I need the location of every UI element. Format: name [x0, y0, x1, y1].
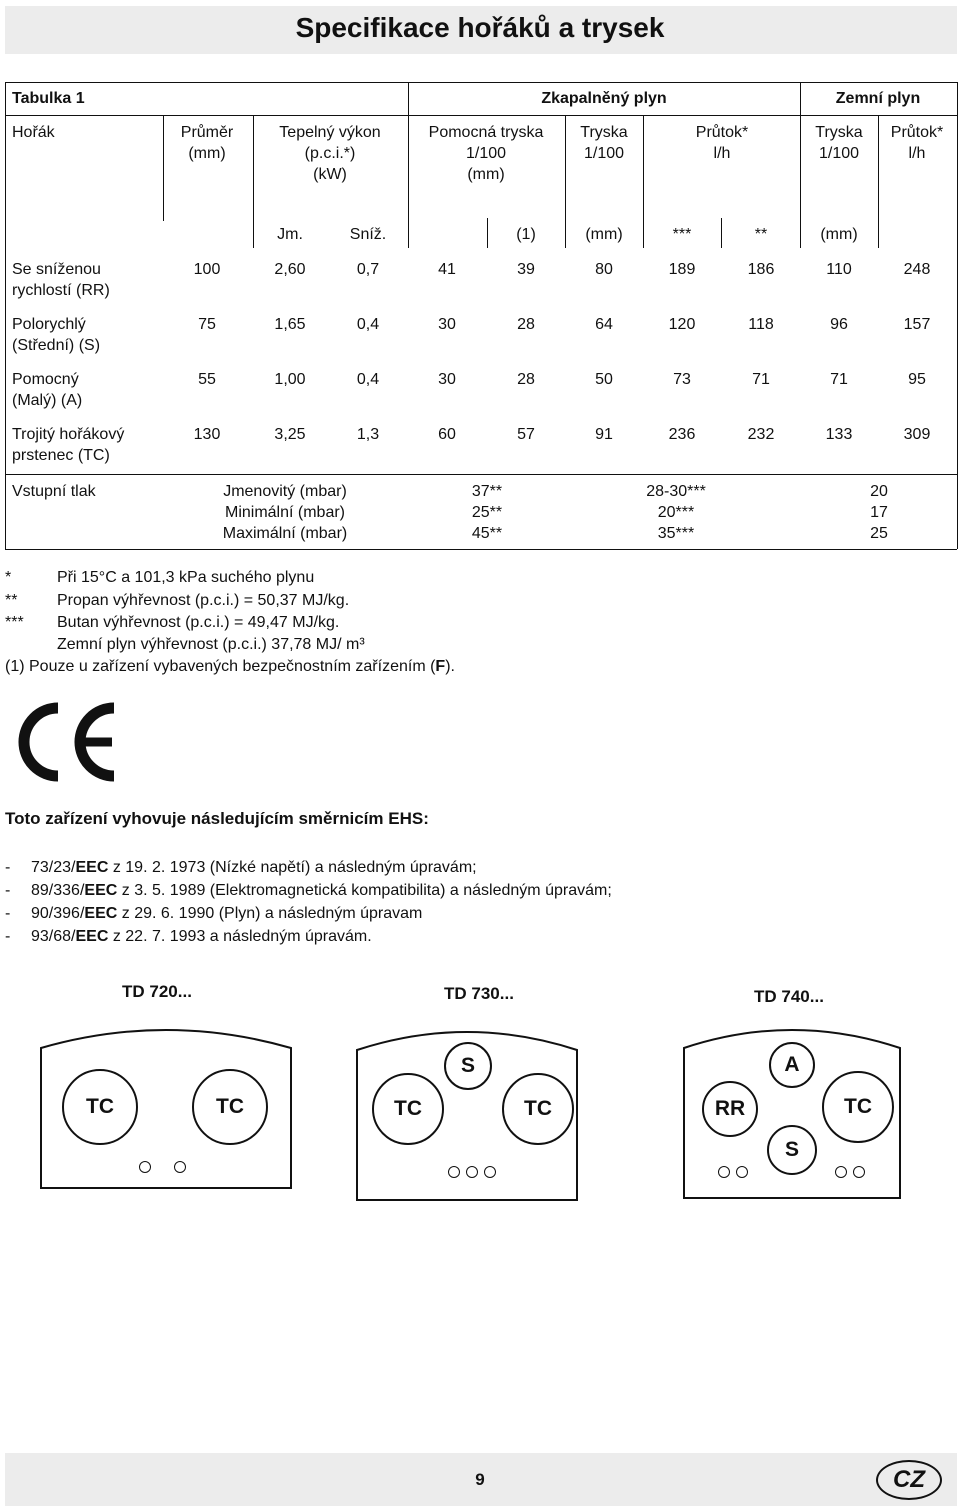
footnote-mark: *	[5, 569, 12, 586]
table-cell: 71	[752, 371, 770, 388]
table-cell: 57	[517, 426, 535, 443]
pressure-value: 25**	[471, 504, 503, 521]
header-flow-ng	[891, 122, 943, 164]
pressure-butane	[472, 481, 502, 544]
pressure-value: 35***	[657, 525, 695, 542]
header-text: l/h	[908, 145, 926, 162]
directive-bold: EEC	[84, 905, 118, 922]
table-cell: 130	[193, 426, 221, 443]
control-knob-icon	[853, 1166, 865, 1178]
ce-mark-icon	[8, 702, 120, 787]
table-cell: 71	[830, 371, 848, 388]
directive-bold: EEC	[84, 882, 118, 899]
table-line	[643, 218, 644, 248]
pressure-nominal-label: Jmenovitý (mbar)	[223, 483, 347, 500]
directive-text: 73/23/	[31, 859, 76, 876]
header-text: 1/100	[583, 145, 625, 162]
model-label-td740: TD 740...	[754, 987, 824, 1006]
table-line	[253, 218, 254, 248]
pressure-value: 25	[870, 525, 888, 542]
table-cell: 0,4	[356, 371, 380, 388]
footnote-text: Zemní plyn výhřevnost (p.c.i.) 37,78 MJ/ m³	[57, 636, 365, 653]
header-diameter	[181, 122, 233, 164]
header-bypass	[429, 122, 544, 185]
table-cell: 75	[198, 316, 216, 333]
table-cell: 64	[595, 316, 613, 333]
header-nozzle-ng	[815, 122, 862, 164]
burner-s: S	[767, 1125, 817, 1175]
table-cell: 55	[198, 371, 216, 388]
table-line	[5, 82, 6, 549]
note-text: ).	[445, 658, 455, 675]
table-cell: 236	[668, 426, 696, 443]
directive-text: 89/336/	[31, 882, 85, 899]
table-cell: 1,65	[274, 316, 306, 333]
table-cell: 30	[438, 316, 456, 333]
row-label	[12, 314, 100, 356]
pressure-propane	[646, 481, 706, 544]
pressure-value: 45**	[471, 525, 503, 542]
table-cell: 2,60	[274, 261, 306, 278]
table-cell: 232	[747, 426, 775, 443]
directive-bold: EEC	[75, 928, 109, 945]
table-line	[5, 549, 957, 550]
header-text: 1/100	[818, 145, 860, 162]
header-text: (kW)	[313, 166, 347, 183]
row-label-line: prstenec (TC)	[12, 447, 110, 464]
subheader-butane: ***	[672, 226, 692, 243]
table-line	[565, 218, 566, 248]
header-text: Průtok*	[890, 124, 944, 141]
control-knob-icon	[484, 1166, 496, 1178]
row-label	[12, 369, 82, 411]
subheader-mm-ng: (mm)	[820, 226, 858, 243]
burner-tc: TC	[372, 1073, 444, 1145]
pressure-value: 28-30***	[646, 483, 706, 500]
table-cell: 41	[438, 261, 456, 278]
table-line	[565, 115, 566, 221]
directive-text: z 3. 5. 1989 (Elektromagnetická kompatibilita) a následným úpravám;	[117, 882, 612, 899]
table-cell: 3,25	[274, 426, 306, 443]
table-line	[163, 115, 164, 221]
row-label-line: rychlostí (RR)	[12, 282, 110, 299]
directive-mark: -	[5, 905, 11, 922]
table-line	[800, 82, 801, 115]
table-cell: 73	[673, 371, 691, 388]
table-cell: 95	[908, 371, 926, 388]
header-text: Tryska	[815, 124, 863, 141]
control-knob-icon	[139, 1161, 151, 1173]
burner-a: A	[769, 1042, 815, 1088]
footnote-text: Při 15°C a 101,3 kPa suchého plynu	[57, 569, 315, 586]
table-line	[5, 474, 957, 475]
row-label-line: Trojitý hořákový	[12, 426, 125, 443]
table-cell: 28	[517, 371, 535, 388]
table-cell: 100	[193, 261, 221, 278]
pressure-labels	[223, 481, 347, 544]
table-cell: 186	[747, 261, 775, 278]
burner-tc: TC	[62, 1069, 138, 1145]
directive-text: z 29. 6. 1990 (Plyn) a následným úpravam	[117, 905, 423, 922]
table-cell: 1,3	[356, 426, 380, 443]
directive-bold: EEC	[75, 859, 109, 876]
table-cell: 133	[825, 426, 853, 443]
table-line	[878, 115, 879, 221]
table-cell: 118	[748, 316, 774, 333]
directive-text: z 22. 7. 1993 a následným úpravám.	[108, 928, 372, 945]
table-cell: 60	[438, 426, 456, 443]
pressure-value: 37**	[471, 483, 503, 500]
table-cell: 157	[903, 316, 931, 333]
table-cell: 110	[826, 261, 852, 278]
table-line	[408, 218, 409, 248]
row-label-line: Pomocný	[12, 371, 79, 388]
row-label-line: Se sníženou	[12, 261, 101, 278]
header-text: 1/100	[465, 145, 507, 162]
header-text: Průtok*	[695, 124, 749, 141]
burner-tc: TC	[502, 1073, 574, 1145]
directive-mark: -	[5, 882, 11, 899]
page-number: 9	[475, 1470, 485, 1489]
pressure-value: 17	[870, 504, 888, 521]
burner-tc: TC	[192, 1069, 268, 1145]
table-line	[408, 115, 409, 221]
table-line	[408, 82, 957, 83]
table-cell: 91	[595, 426, 613, 443]
directive-item	[5, 902, 422, 925]
footnote-text: Butan výhřevnost (p.c.i.) = 49,47 MJ/kg.	[57, 614, 340, 631]
header-text: Pomocná tryska	[428, 124, 544, 141]
pressure-max-label: Maximální (mbar)	[222, 525, 348, 542]
footnote	[5, 634, 365, 656]
group-lpg-label: Zkapalněný plyn	[541, 90, 667, 107]
compliance-title: Toto zařízení vyhovuje následujícím směrnicím EHS:	[5, 809, 429, 828]
note-safety-device	[5, 656, 455, 678]
header-text: Tryska	[580, 124, 628, 141]
directive-mark: -	[5, 859, 11, 876]
header-text: Průměr	[180, 124, 234, 141]
table-line	[253, 115, 254, 221]
row-label-line: (Střední) (S)	[12, 337, 101, 354]
burner-s: S	[444, 1042, 492, 1090]
footnote	[5, 567, 314, 589]
table-cell: 248	[903, 261, 931, 278]
table-line	[721, 218, 722, 248]
directive-text: z 19. 2. 1973 (Nízké napětí) a následným úpravám;	[108, 859, 477, 876]
header-text: (mm)	[467, 166, 505, 183]
pressure-natural	[870, 481, 888, 544]
footnote-text: Propan výhřevnost (p.c.i.) = 50,37 MJ/kg.	[57, 592, 350, 609]
table-cell: 1,00	[274, 371, 306, 388]
table-line	[957, 82, 958, 549]
model-label-td730: TD 730...	[444, 984, 514, 1003]
pressure-value: 20***	[657, 504, 695, 521]
pressure-value: 20	[870, 483, 888, 500]
header-text: l/h	[713, 145, 731, 162]
subheader-propane: **	[754, 226, 768, 243]
header-text: Tepelný výkon	[279, 124, 381, 141]
control-knob-icon	[718, 1166, 730, 1178]
directive-text: 93/68/	[31, 928, 76, 945]
footnote-mark: ***	[5, 614, 24, 631]
table-line	[800, 218, 801, 248]
pressure-min-label: Minimální (mbar)	[224, 504, 345, 521]
control-knob-icon	[448, 1166, 460, 1178]
table-cell: 189	[668, 261, 696, 278]
table-cell: 0,4	[356, 316, 380, 333]
note-text: (1) Pouze u zařízení vybavených bezpečnostním zařízením (	[5, 658, 436, 675]
directive-item	[5, 925, 372, 948]
subheader-note1: (1)	[516, 226, 536, 243]
page-title: Specifikace hořáků a trysek	[295, 12, 665, 43]
table-line	[800, 115, 801, 221]
table-label: Tabulka 1	[12, 90, 85, 107]
pressure-label: Vstupní tlak	[12, 483, 96, 500]
model-label-td720: TD 720...	[122, 982, 192, 1001]
control-knob-icon	[736, 1166, 748, 1178]
table-cell: 30	[438, 371, 456, 388]
subheader-reduced: Sníž.	[349, 226, 387, 243]
footnote	[5, 590, 349, 612]
row-label-line: (Malý) (A)	[12, 392, 83, 409]
group-ng-label: Zemní plyn	[835, 90, 921, 107]
table-cell: 39	[517, 261, 535, 278]
directive-item	[5, 856, 477, 879]
control-knob-icon	[835, 1166, 847, 1178]
table-cell: 28	[517, 316, 535, 333]
row-label-line: Polorychlý	[12, 316, 86, 333]
footnote	[5, 612, 339, 634]
row-label	[12, 424, 124, 466]
table-line	[643, 115, 644, 221]
directive-mark: -	[5, 928, 11, 945]
header-text: (mm)	[188, 145, 226, 162]
table-line	[878, 218, 879, 248]
table-cell: 80	[595, 261, 613, 278]
language-badge: CZ	[876, 1460, 942, 1500]
subheader-nominal: Jm.	[277, 226, 303, 243]
footnote-mark: **	[5, 592, 18, 609]
burner-tc: TC	[822, 1071, 894, 1143]
table-cell: 309	[903, 426, 931, 443]
table-cell: 50	[595, 371, 613, 388]
subheader-mm: (mm)	[585, 226, 623, 243]
control-knob-icon	[174, 1161, 186, 1173]
header-power	[279, 122, 380, 185]
table-cell: 96	[830, 316, 848, 333]
directive-item	[5, 879, 612, 902]
note-bold: F	[435, 658, 446, 675]
table-cell: 0,7	[356, 261, 380, 278]
control-knob-icon	[466, 1166, 478, 1178]
table-line	[487, 218, 488, 248]
header-nozzle-lpg	[580, 122, 627, 164]
directive-text: 90/396/	[31, 905, 85, 922]
table-line	[5, 115, 957, 116]
burner-rr: RR	[702, 1081, 758, 1137]
header-burner: Hořák	[12, 124, 55, 141]
header-text: (p.c.i.*)	[304, 145, 356, 162]
table-line	[408, 82, 409, 115]
header-flow-lpg	[696, 122, 748, 164]
row-label	[12, 259, 110, 301]
table-cell: 120	[668, 316, 696, 333]
